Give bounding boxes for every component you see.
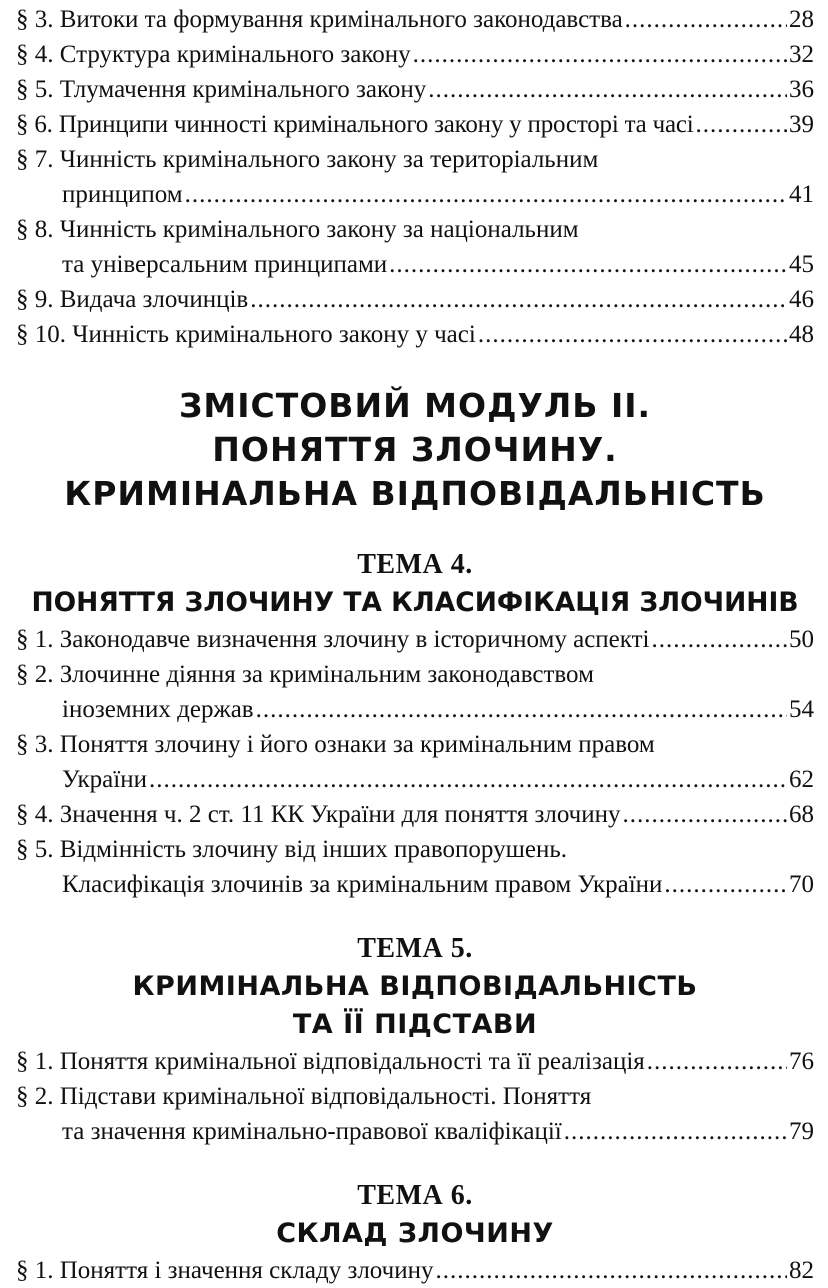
toc-entry (16, 317, 814, 352)
toc-entry (16, 2, 814, 37)
dot-leader (256, 692, 787, 727)
toc-entry-page: 76 (789, 1048, 814, 1075)
toc-entry-page: 54 (789, 696, 814, 723)
toc-entry-title: § 1. Поняття кримінальної відповідальності та її реалізація (16, 1048, 645, 1075)
toc-entry (16, 657, 814, 727)
toc-entry-page: 32 (789, 41, 814, 68)
toc-entry (16, 72, 814, 107)
toc-entry (16, 212, 814, 282)
module-heading-line: ПОНЯТТЯ ЗЛОЧИНУ. (212, 430, 618, 469)
topic-number: ТЕМА 4. (357, 549, 473, 580)
toc-section-topic5 (16, 1044, 814, 1149)
toc-entry-page: 41 (789, 181, 814, 208)
topic-number: ТЕМА 5. (357, 933, 473, 964)
dot-leader (250, 282, 787, 317)
toc-entry-page: 68 (789, 801, 814, 828)
dot-leader (647, 1044, 787, 1079)
toc-entry-title: § 10. Чинність кримінального закону у часі (16, 321, 476, 348)
module-heading-line: КРИМІНАЛЬНА ВІДПОВІДАЛЬНІСТЬ (64, 474, 766, 513)
toc-entry-title: § 4. Структура кримінального закону (16, 41, 411, 68)
toc-entry-title: § 8. Чинність кримінального закону за національним (16, 216, 579, 243)
dot-leader (149, 762, 787, 797)
module-heading (16, 384, 814, 516)
module-heading-line: ЗМІСТОВИЙ МОДУЛЬ ІІ. (178, 386, 652, 425)
dot-leader (564, 1114, 787, 1149)
toc-entry-title: § 6. Принципи чинності кримінального закону у просторі та часі (16, 111, 694, 138)
toc-entry-title-continued: України (62, 766, 147, 793)
toc-entry-page: 39 (789, 111, 814, 138)
toc-entry-page: 70 (789, 871, 814, 898)
dot-leader (436, 1253, 788, 1288)
topic-title: ПОНЯТТЯ ЗЛОЧИНУ ТА КЛАСИФІКАЦІЯ ЗЛОЧИНІВ (31, 587, 799, 618)
toc-entry (16, 622, 814, 657)
dot-leader (389, 247, 787, 282)
toc-entry-title-continued: принципом (62, 181, 183, 208)
topic-heading (16, 546, 814, 622)
toc-entry-title: § 5. Відмінність злочину від інших правопорушень. (16, 836, 567, 863)
dot-leader (651, 622, 787, 657)
toc-entry-title: § 1. Законодавче визначення злочину в історичному аспекті (16, 626, 650, 653)
toc-section-top (16, 2, 814, 352)
toc-entry-page: 46 (789, 286, 814, 313)
toc-entry-title: § 9. Видача злочинців (16, 286, 249, 313)
toc-entry-page: 48 (789, 321, 814, 348)
toc-entry-title: § 7. Чинність кримінального закону за територіальним (16, 146, 599, 173)
topic-heading (16, 930, 814, 1044)
toc-entry-title: § 5. Тлумачення кримінального закону (16, 76, 427, 103)
toc-entry-page: 36 (789, 76, 814, 103)
dot-leader (185, 177, 787, 212)
toc-entry-title-continued: та значення кримінально-правової кваліфікації (62, 1118, 562, 1145)
toc-entry (16, 1044, 814, 1079)
topic-number: ТЕМА 6. (357, 1180, 473, 1211)
toc-entry (16, 142, 814, 212)
toc-entry-title: § 4. Значення ч. 2 ст. 11 КК України для поняття злочину (16, 801, 621, 828)
toc-entry (16, 832, 814, 902)
toc-entry-page: 79 (789, 1118, 814, 1145)
toc-entry-title: § 1. Поняття і значення складу злочину (16, 1257, 434, 1284)
topic-title: СКЛАД ЗЛОЧИНУ (276, 1218, 554, 1249)
topic-title: ТА ЇЇ ПІДСТАВИ (292, 1009, 538, 1040)
toc-entry-page: 62 (789, 766, 814, 793)
toc-entry (16, 727, 814, 797)
topic-heading (16, 1177, 814, 1253)
toc-entry (16, 1253, 814, 1288)
dot-leader (428, 72, 787, 107)
toc-entry-title: § 3. Поняття злочину і його ознаки за кримінальним правом (16, 731, 655, 758)
toc-entry-title: § 2. Підстави кримінальної відповідальності. Поняття (16, 1083, 592, 1110)
topic-title: КРИМІНАЛЬНА ВІДПОВІДАЛЬНІСТЬ (132, 971, 698, 1002)
dot-leader (625, 2, 787, 37)
toc-entry-title: § 3. Витоки та формування кримінального законодавства (16, 6, 623, 33)
dot-leader (664, 867, 787, 902)
toc-entry-title-continued: та універсальним принципами (62, 251, 388, 278)
toc-entry-page: 45 (789, 251, 814, 278)
toc-section-topic6 (16, 1253, 814, 1288)
toc-entry-page: 50 (789, 626, 814, 653)
toc-entry-title-continued: іноземних держав (62, 696, 254, 723)
toc-entry-page: 82 (789, 1257, 814, 1284)
dot-leader (478, 317, 787, 352)
toc-entry (16, 37, 814, 72)
toc-entry-page: 28 (789, 6, 814, 33)
toc-entry (16, 282, 814, 317)
toc-entry (16, 797, 814, 832)
dot-leader (696, 107, 787, 142)
toc-entry (16, 107, 814, 142)
dot-leader (623, 797, 787, 832)
toc-section-topic4 (16, 622, 814, 902)
toc-entry (16, 1079, 814, 1149)
dot-leader (413, 37, 787, 72)
toc-entry-title-continued: Класифікація злочинів за кримінальним правом України (62, 871, 663, 898)
toc-entry-title: § 2. Злочинне діяння за кримінальним законодавством (16, 661, 594, 688)
